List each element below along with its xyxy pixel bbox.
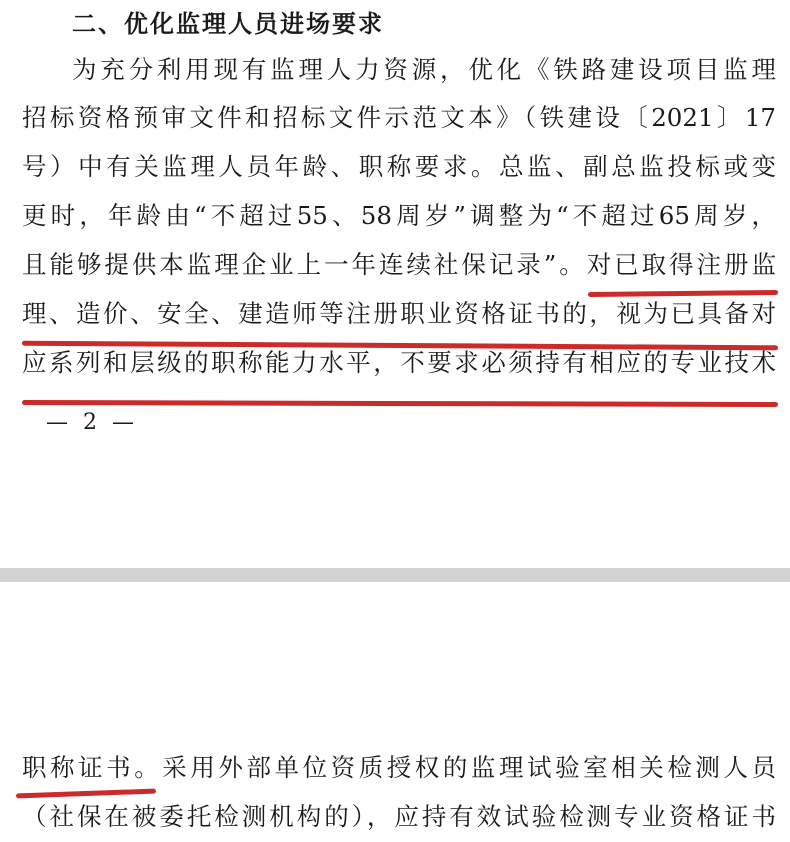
section-heading: 二、优化监理人员进场要求: [72, 10, 384, 38]
paragraph-line: 应系列和层级的职称能力水平，不要求必须持有相应的专业技术: [22, 348, 776, 377]
paragraph-line: 招标资格预审文件和招标文件示范文本》（铁建设〔2021〕17: [22, 103, 776, 132]
red-underline-annotation: [588, 290, 778, 297]
page-number: — 2 —: [46, 410, 138, 435]
paragraph-line: 理、造价、安全、建造师等注册职业资格证书的，视为已具备对: [22, 299, 776, 328]
paragraph-line: （社保在被委托检测机构的），应持有效试验检测专业资格证书: [22, 802, 776, 831]
paragraph-line: 职称证书。采用外部单位资质授权的监理试验室相关检测人员: [22, 753, 776, 782]
paragraph-line: 且能够提供本监理企业上一年连续社保记录”。对已取得注册监: [22, 250, 776, 279]
red-underline-annotation: [22, 400, 778, 407]
paragraph-line: 为充分利用现有监理人力资源，优化《铁路建设项目监理: [72, 55, 776, 84]
page-separator: [0, 568, 790, 582]
paragraph-line: 更时，年龄由“不超过55、58周岁”调整为“不超过65周岁，: [22, 201, 776, 230]
paragraph-line: 号）中有关监理人员年龄、职称要求。总监、副总监投标或变: [22, 152, 776, 181]
